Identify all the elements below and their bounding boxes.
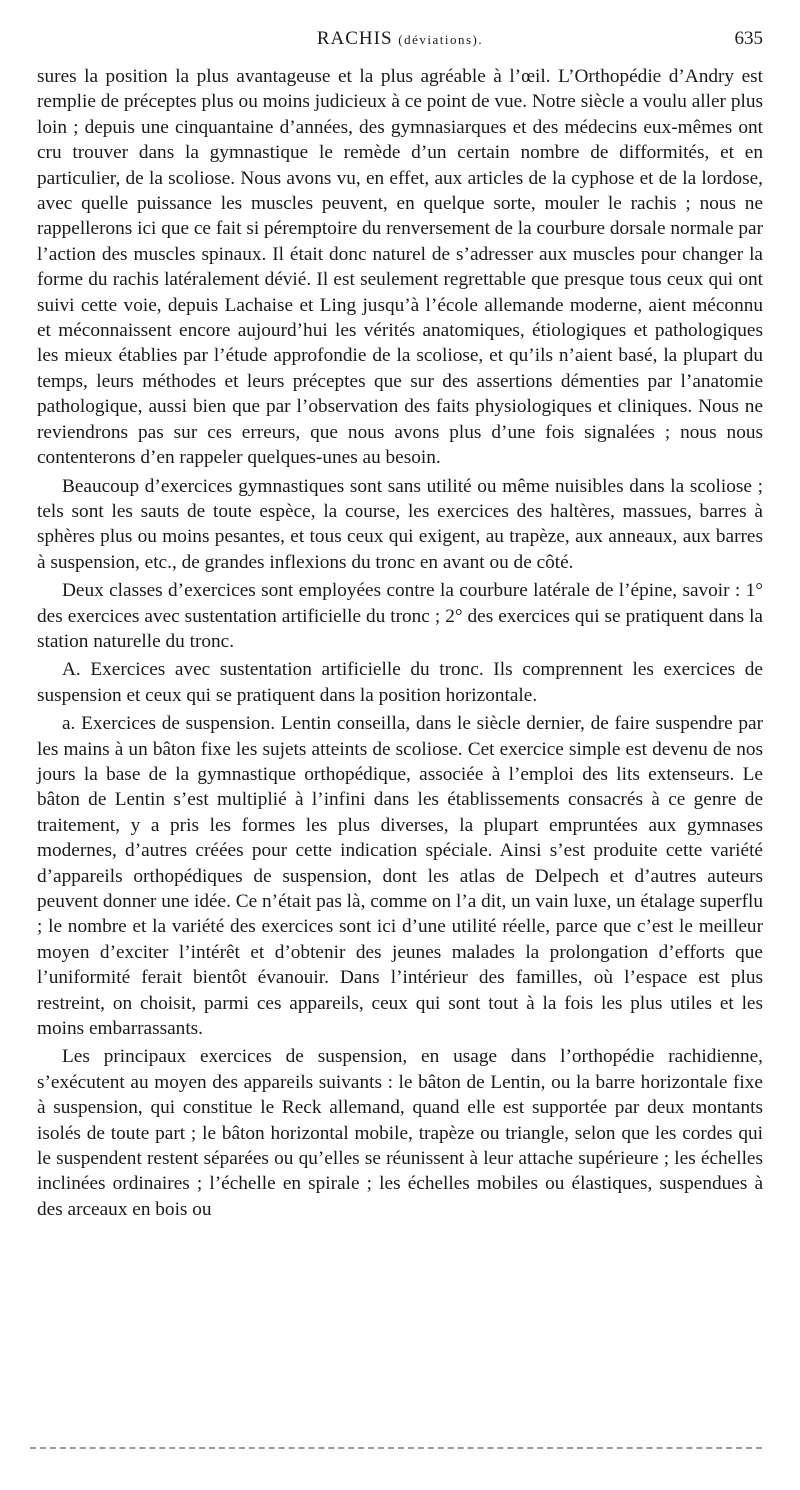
paragraph: Beaucoup d’exercices gymnastiques sont sans utilité ou même nuisibles dans la scoliose ; tels sont les sauts de toute espèce, la course, les exercices des haltères, massues, barres à sphères plus ou moins pesantes, et tous ceux qui exigent, au trapèze, aux anneaux, aux barres à suspension, etc., de grandes inflexions du tronc en avant ou de côté. [37, 475, 763, 573]
running-header [37, 28, 763, 54]
paragraph: Deux classes d’exercices sont employées contre la courbure latérale de l’épine, savoir : 1° des exercices avec sustentation artificielle du tronc ; 2° des exercices qui se pratiquent dans la station naturelle du tronc. [37, 580, 763, 652]
paragraph: A. Exercices avec sustentation artificielle du tronc. Ils comprennent les exercices de suspension et ceux qui se pratiquent dans la position horizontale. [37, 659, 763, 706]
body-text [37, 64, 763, 1222]
footer-dashed-rule [30, 1447, 762, 1449]
paragraph: Les principaux exercices de suspension, en usage dans l’orthopédie rachidienne, s’exécutent au moyen des appareils suivants : le bâton de Lentin, ou la barre horizontale fixe à suspension, qui constitue le Reck allemand, quand elle est supportée par deux montants isolés de toute part ; le bâton horizontal mobile, trapèze ou triangle, selon que les cordes qui le suspendent restent séparées ou qu’elles se réunissent à leur attache supérieure ; les échelles inclinées ordinaires ; l’échelle en spirale ; les échelles mobiles ou élastiques, suspendues à des arceaux en bois ou [37, 1046, 763, 1220]
running-title [37, 28, 763, 50]
paragraph: sures la position la plus avantageuse et la plus agréable à l’œil. L’Orthopédie d’Andry est remplie de préceptes plus ou moins judicieux à ce point de vue. Notre siècle a voulu aller plus loin ; depuis une cinquantaine d’années, des gymnasiarques et des médecins eux-mêmes ont cru trouver dans la gymnastique le remède d’un certain nombre de difformités, et en particulier, de la scoliose. Nous avons vu, en effet, aux articles de la cyphose et de la lordose, avec quelle puissance les muscles peuvent, en quelque sorte, mouler le rachis ; nous ne rappellerons ici que ce fait si péremptoire du renversement de la courbure dorsale normale par l’action des muscles spinaux. Il était donc naturel de s’adresser aux muscles pour changer la forme du rachis latéralement dévié. Il est seulement regrettable que presque tous ceux qui ont suivi cette voie, depuis Lachaise et Ling jusqu’à l’école allemande moderne, aient méconnu et méconnaissent encore aujourd’hui les vérités anatomiques, étiologiques et pathologiques les mieux établies par l’étude approfondie de la scoliose, et qu’ils n’aient basé, la plupart du temps, leurs méthodes et leurs préceptes que sur des assertions démenties par l’anatomie pathologique, aussi bien que par l’observation des faits physiologiques et cliniques. Nous ne reviendrons pas sur ces erreurs, que nous avons plus d’une fois signalées ; nous nous contenterons d’en rappeler quelques-unes au besoin. [37, 66, 763, 469]
page-number: 635 [734, 28, 763, 49]
paragraph: a. Exercices de suspension. Lentin conseilla, dans le siècle dernier, de faire suspendre par les mains à un bâton fixe les sujets atteints de scoliose. Cet exercice simple est devenu de nos jours la base de la gymnastique orthopédique, associée à l’emploi des lits extenseurs. Le bâton de Lentin s’est multiplié à l’infini dans les établissements consacrés à ce genre de traitement, y a pris les formes les plus diverses, la plupart empruntées aux gymnases modernes, d’autres créées pour cette indication spéciale. Ainsi s’est produite cette variété d’appareils orthopédiques de suspension, dont les atlas de Delpech et d’autres auteurs peuvent donner une idée. Ce n’était pas là, comme on l’a dit, un vain luxe, un étalage superflu ; le nombre et la variété des exercices sont ici d’une utilité réelle, parce que c’est le meilleur moyen d’exciter l’intérêt et d’obtenir des jeunes malades la prolongation d’efforts que l’uniformité ferait bientôt évanouir. Dans l’intérieur des familles, où l’espace est plus restreint, on choisit, parmi ces appareils, ceux qui sont tout à la fois les plus utiles et les moins embarrassants. [37, 713, 763, 1040]
running-title-main: RACHIS [316, 28, 393, 49]
running-title-sub: (déviations). [398, 32, 484, 47]
